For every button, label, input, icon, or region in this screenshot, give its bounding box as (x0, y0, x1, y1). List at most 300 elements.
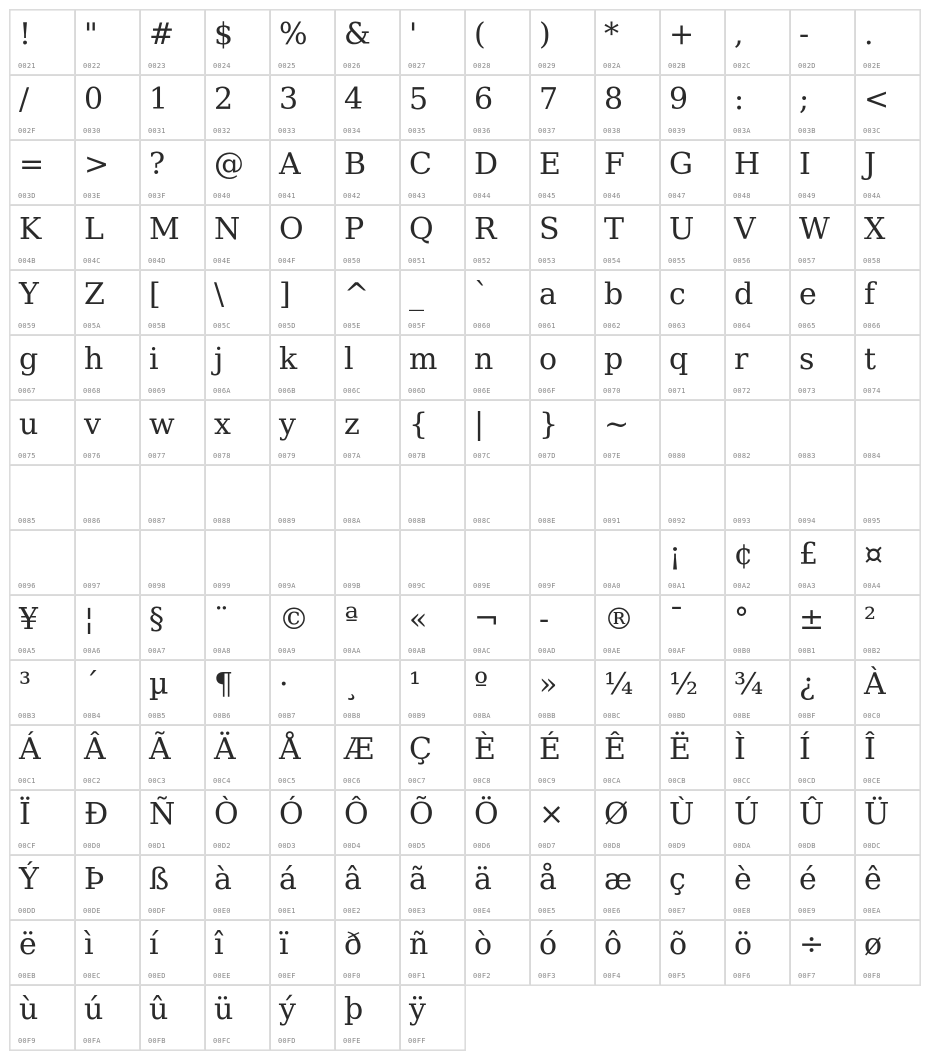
glyph-char: m (409, 342, 438, 377)
glyph-codepoint: 003C (863, 127, 881, 135)
glyph-cell (595, 75, 660, 140)
glyph-char: ¿ (799, 667, 816, 702)
glyph-cell (140, 595, 205, 660)
glyph-cell (140, 75, 205, 140)
glyph-cell (595, 920, 660, 985)
glyph-cell (140, 140, 205, 205)
glyph-char: Q (409, 212, 434, 247)
glyph-codepoint: 00C5 (278, 777, 296, 785)
glyph-char: æ (604, 862, 633, 897)
glyph-cell (140, 920, 205, 985)
glyph-char: å (539, 862, 557, 897)
glyph-codepoint: 00D9 (668, 842, 686, 850)
glyph-cell (660, 335, 725, 400)
glyph-cell (400, 855, 465, 920)
glyph-cell (400, 465, 465, 530)
glyph-codepoint: 0031 (148, 127, 166, 135)
glyph-char: £ (799, 537, 819, 572)
glyph-char: Z (84, 277, 105, 312)
glyph-cell (75, 790, 140, 855)
glyph-codepoint: 0035 (408, 127, 426, 135)
glyph-char: > (84, 147, 110, 182)
glyph-char: Ý (19, 862, 39, 897)
glyph-codepoint: 00B2 (863, 647, 881, 655)
glyph-cell (140, 855, 205, 920)
glyph-codepoint: 0074 (863, 387, 881, 395)
glyph-codepoint: 006B (278, 387, 296, 395)
glyph-cell (660, 400, 725, 465)
glyph-cell (725, 855, 790, 920)
glyph-cell (335, 270, 400, 335)
glyph-cell (595, 595, 660, 660)
glyph-cell (400, 335, 465, 400)
glyph-cell (790, 465, 855, 530)
glyph-codepoint: 00B4 (83, 712, 101, 720)
glyph-char: Ì (734, 732, 746, 767)
glyph-cell (790, 530, 855, 595)
glyph-codepoint: 00B6 (213, 712, 231, 720)
glyph-codepoint: 005A (83, 322, 101, 330)
glyph-codepoint: 00A8 (213, 647, 231, 655)
glyph-char: 0 (84, 82, 104, 117)
glyph-codepoint: 0050 (343, 257, 361, 265)
glyph-codepoint: 00F0 (343, 972, 361, 980)
glyph-codepoint: 0087 (148, 517, 166, 525)
glyph-char: Ê (604, 732, 626, 767)
glyph-char: ] (279, 277, 291, 312)
glyph-char: ? (149, 147, 166, 182)
glyph-cell (10, 465, 75, 530)
glyph-char: ª (344, 602, 359, 637)
glyph-codepoint: 0062 (603, 322, 621, 330)
glyph-cell (270, 530, 335, 595)
glyph-char: ¶ (214, 667, 234, 702)
glyph-char: Ø (604, 797, 629, 832)
glyph-codepoint: 00F3 (538, 972, 556, 980)
glyph-cell (10, 790, 75, 855)
glyph-char: 6 (474, 82, 494, 117)
glyph-codepoint: 00DB (798, 842, 816, 850)
glyph-codepoint: 005E (343, 322, 361, 330)
glyph-cell (400, 660, 465, 725)
glyph-codepoint: 0094 (798, 517, 816, 525)
glyph-codepoint: 00EE (213, 972, 231, 980)
glyph-codepoint: 004B (18, 257, 36, 265)
glyph-codepoint: 00C9 (538, 777, 556, 785)
glyph-char: O (279, 212, 304, 247)
glyph-char: n (474, 342, 494, 377)
glyph-cell (75, 660, 140, 725)
glyph-cell (790, 75, 855, 140)
glyph-cell (205, 270, 270, 335)
glyph-codepoint: 0096 (18, 582, 36, 590)
glyph-codepoint: 0063 (668, 322, 686, 330)
glyph-cell (725, 790, 790, 855)
glyph-char: 4 (344, 82, 364, 117)
glyph-cell (725, 205, 790, 270)
glyph-codepoint: 0088 (213, 517, 231, 525)
glyph-cell (855, 400, 920, 465)
glyph-char: U (669, 212, 695, 247)
glyph-char: ¡ (669, 537, 682, 572)
glyph-char: © (279, 602, 309, 637)
glyph-codepoint: 00F7 (798, 972, 816, 980)
glyph-char: ¦ (84, 602, 95, 637)
glyph-char: ð (344, 927, 363, 962)
glyph-char: a (539, 277, 557, 312)
glyph-char: î (214, 927, 224, 962)
glyph-char: Æ (344, 732, 375, 767)
glyph-char: J (864, 147, 877, 182)
glyph-cell (400, 595, 465, 660)
glyph-codepoint: 0083 (798, 452, 816, 460)
glyph-cell (465, 270, 530, 335)
glyph-char: B (344, 147, 367, 182)
glyph-char: \ (214, 277, 225, 312)
glyph-cell (465, 465, 530, 530)
glyph-cell (270, 75, 335, 140)
glyph-char: Û (799, 797, 825, 832)
glyph-codepoint: 0095 (863, 517, 881, 525)
glyph-codepoint: 005D (278, 322, 296, 330)
glyph-cell (75, 140, 140, 205)
glyph-cell (530, 595, 595, 660)
glyph-codepoint: 00D4 (343, 842, 361, 850)
glyph-cell (75, 530, 140, 595)
glyph-codepoint: 0049 (798, 192, 816, 200)
glyph-cell (790, 920, 855, 985)
glyph-char: 2 (214, 82, 234, 117)
glyph-char: . (864, 17, 874, 52)
glyph-codepoint: 0052 (473, 257, 491, 265)
glyph-char: ¾ (734, 667, 764, 702)
glyph-codepoint: 00A2 (733, 582, 751, 590)
glyph-char: C (409, 147, 432, 182)
glyph-char: 9 (669, 82, 689, 117)
glyph-char: G (669, 147, 693, 182)
glyph-codepoint: 0029 (538, 62, 556, 70)
glyph-cell (400, 10, 465, 75)
glyph-codepoint: 00D5 (408, 842, 426, 850)
glyph-codepoint: 00FB (148, 1037, 166, 1045)
glyph-codepoint: 00FD (278, 1037, 296, 1045)
glyph-char: ç (669, 862, 686, 897)
glyph-codepoint: 0045 (538, 192, 556, 200)
glyph-cell (530, 920, 595, 985)
glyph-char: § (149, 602, 164, 637)
glyph-codepoint: 00BE (733, 712, 751, 720)
glyph-cell (270, 400, 335, 465)
glyph-cell (335, 335, 400, 400)
glyph-cell (10, 725, 75, 790)
glyph-codepoint: 00FE (343, 1037, 361, 1045)
glyph-codepoint: 0089 (278, 517, 296, 525)
glyph-char: ô (604, 927, 623, 962)
glyph-char: ÿ (409, 992, 426, 1027)
glyph-codepoint: 0046 (603, 192, 621, 200)
glyph-char: Y (19, 277, 39, 312)
glyph-char: " (84, 17, 98, 52)
glyph-cell (400, 725, 465, 790)
glyph-cell (790, 205, 855, 270)
glyph-char: « (409, 602, 428, 637)
glyph-char: ¢ (734, 537, 754, 572)
glyph-codepoint: 00A1 (668, 582, 686, 590)
glyph-codepoint: 00AD (538, 647, 556, 655)
glyph-char: l (344, 342, 354, 377)
glyph-codepoint: 005F (408, 322, 426, 330)
glyph-codepoint: 0038 (603, 127, 621, 135)
glyph-char: R (474, 212, 497, 247)
glyph-cell (530, 75, 595, 140)
glyph-cell (205, 920, 270, 985)
glyph-cell (855, 660, 920, 725)
glyph-codepoint: 006D (408, 387, 426, 395)
glyph-char: $ (214, 17, 234, 52)
glyph-cell (660, 920, 725, 985)
glyph-cell (205, 790, 270, 855)
glyph-cell (855, 725, 920, 790)
glyph-codepoint: 00E5 (538, 907, 556, 915)
glyph-cell (530, 10, 595, 75)
glyph-codepoint: 00EB (18, 972, 36, 980)
glyph-char: o (539, 342, 558, 377)
glyph-char: ú (84, 992, 104, 1027)
glyph-cell (595, 400, 660, 465)
glyph-char: T (604, 212, 625, 247)
glyph-cell (790, 595, 855, 660)
glyph-codepoint: 00D1 (148, 842, 166, 850)
glyph-codepoint: 0061 (538, 322, 556, 330)
glyph-codepoint: 0086 (83, 517, 101, 525)
glyph-codepoint: 0099 (213, 582, 231, 590)
glyph-cell (140, 10, 205, 75)
glyph-char: º (474, 667, 489, 702)
glyph-codepoint: 00BB (538, 712, 556, 720)
glyph-codepoint: 0048 (733, 192, 751, 200)
glyph-codepoint: 00E2 (343, 907, 361, 915)
glyph-char: : (734, 82, 745, 117)
glyph-codepoint: 0027 (408, 62, 426, 70)
glyph-codepoint: 00DC (863, 842, 881, 850)
glyph-codepoint: 007C (473, 452, 491, 460)
glyph-cell (140, 205, 205, 270)
glyph-char: Ï (19, 797, 31, 832)
glyph-cell (660, 75, 725, 140)
glyph-cell (335, 140, 400, 205)
glyph-char: 1 (149, 82, 169, 117)
glyph-char: V (734, 212, 756, 247)
glyph-codepoint: 0056 (733, 257, 751, 265)
glyph-cell (790, 790, 855, 855)
glyph-char: ã (409, 862, 427, 897)
glyph-cell (270, 10, 335, 75)
glyph-cell (140, 660, 205, 725)
glyph-cell (660, 270, 725, 335)
glyph-cell (75, 985, 140, 1050)
glyph-cell (595, 335, 660, 400)
glyph-codepoint: 002E (863, 62, 881, 70)
glyph-char: H (734, 147, 761, 182)
glyph-char: Õ (409, 797, 434, 832)
glyph-cell (465, 790, 530, 855)
glyph-codepoint: 00E4 (473, 907, 491, 915)
glyph-char: W (799, 212, 830, 247)
glyph-codepoint: 0098 (148, 582, 166, 590)
glyph-char: j (214, 342, 224, 377)
glyph-char: ^ (344, 277, 370, 312)
glyph-cell (75, 205, 140, 270)
glyph-cell (660, 790, 725, 855)
glyph-char: Ä (214, 732, 236, 767)
glyph-codepoint: 0066 (863, 322, 881, 330)
glyph-char: < (864, 82, 890, 117)
glyph-cell (10, 660, 75, 725)
glyph-codepoint: 00D2 (213, 842, 231, 850)
glyph-char: Ã (149, 732, 171, 767)
glyph-char: 7 (539, 82, 559, 117)
glyph-cell (400, 400, 465, 465)
glyph-cell (465, 855, 530, 920)
glyph-cell (725, 595, 790, 660)
glyph-cell (10, 10, 75, 75)
glyph-codepoint: 0064 (733, 322, 751, 330)
glyph-cell (725, 270, 790, 335)
glyph-cell (205, 985, 270, 1050)
glyph-codepoint: 00A5 (18, 647, 36, 655)
glyph-char: % (279, 17, 308, 52)
glyph-char: N (214, 212, 241, 247)
glyph-codepoint: 0072 (733, 387, 751, 395)
glyph-cell (530, 335, 595, 400)
glyph-codepoint: 0067 (18, 387, 36, 395)
glyph-cell (400, 75, 465, 140)
glyph-codepoint: 00D6 (473, 842, 491, 850)
glyph-codepoint: 0054 (603, 257, 621, 265)
glyph-cell (465, 595, 530, 660)
glyph-cell (465, 335, 530, 400)
glyph-char: M (149, 212, 180, 247)
glyph-cell (595, 465, 660, 530)
glyph-cell (205, 335, 270, 400)
glyph-char: h (84, 342, 104, 377)
glyph-cell (790, 335, 855, 400)
glyph-cell (10, 985, 75, 1050)
glyph-char: / (19, 82, 30, 117)
glyph-char: û (149, 992, 169, 1027)
glyph-cell (10, 595, 75, 660)
glyph-codepoint: 00FF (408, 1037, 426, 1045)
glyph-codepoint: 0093 (733, 517, 751, 525)
glyph-codepoint: 009F (538, 582, 556, 590)
glyph-cell (660, 465, 725, 530)
glyph-cell (530, 660, 595, 725)
glyph-cell (140, 725, 205, 790)
glyph-char: ³ (19, 667, 32, 702)
glyph-codepoint: 00AF (668, 647, 686, 655)
glyph-char: ~ (604, 407, 630, 442)
glyph-cell (660, 725, 725, 790)
glyph-cell (335, 725, 400, 790)
glyph-codepoint: 0033 (278, 127, 296, 135)
glyph-codepoint: 00B9 (408, 712, 426, 720)
glyph-cell (400, 205, 465, 270)
glyph-char: ² (864, 602, 877, 637)
glyph-codepoint: 00C0 (863, 712, 881, 720)
glyph-cell (335, 75, 400, 140)
glyph-cell (75, 75, 140, 140)
glyph-char: é (799, 862, 817, 897)
glyph-char: q (669, 342, 689, 377)
glyph-char: à (214, 862, 232, 897)
glyph-codepoint: 0084 (863, 452, 881, 460)
glyph-char: À (864, 667, 886, 702)
glyph-cell (530, 530, 595, 595)
glyph-codepoint: 0026 (343, 62, 361, 70)
glyph-char: P (344, 212, 365, 247)
glyph-codepoint: 00CC (733, 777, 751, 785)
glyph-codepoint: 0069 (148, 387, 166, 395)
glyph-char: ) (539, 17, 551, 52)
glyph-codepoint: 004E (213, 257, 231, 265)
glyph-codepoint: 009C (408, 582, 426, 590)
glyph-cell (725, 725, 790, 790)
glyph-cell (855, 10, 920, 75)
glyph-char: Ñ (149, 797, 176, 832)
glyph-cell (595, 790, 660, 855)
glyph-cell (855, 920, 920, 985)
glyph-codepoint: 0092 (668, 517, 686, 525)
glyph-codepoint: 00C1 (18, 777, 36, 785)
glyph-cell (335, 790, 400, 855)
glyph-codepoint: 00CF (18, 842, 36, 850)
glyph-codepoint: 0047 (668, 192, 686, 200)
glyph-codepoint: 00E1 (278, 907, 296, 915)
glyph-char: È (474, 732, 496, 767)
glyph-cell (10, 205, 75, 270)
glyph-char: ¥ (19, 602, 39, 637)
glyph-char: ® (604, 602, 634, 637)
glyph-char: , (734, 17, 744, 52)
glyph-codepoint: 007D (538, 452, 556, 460)
glyph-codepoint: 00D0 (83, 842, 101, 850)
glyph-codepoint: 00E9 (798, 907, 816, 915)
glyph-char: # (149, 17, 175, 52)
glyph-codepoint: 004A (863, 192, 881, 200)
glyph-codepoint: 00F4 (603, 972, 621, 980)
glyph-char: ñ (409, 927, 429, 962)
glyph-char: L (84, 212, 104, 247)
glyph-cell (205, 400, 270, 465)
glyph-char: + (669, 17, 695, 52)
glyph-cell (595, 660, 660, 725)
glyph-cell (270, 985, 335, 1050)
glyph-char: ÷ (799, 927, 825, 962)
glyph-codepoint: 0044 (473, 192, 491, 200)
glyph-codepoint: 009B (343, 582, 361, 590)
glyph-char: K (19, 212, 42, 247)
glyph-cell (205, 140, 270, 205)
glyph-cell (790, 270, 855, 335)
glyph-codepoint: 00CB (668, 777, 686, 785)
glyph-codepoint: 0077 (148, 452, 166, 460)
glyph-char: ; (799, 82, 810, 117)
glyph-char: 5 (409, 82, 429, 117)
glyph-codepoint: 0023 (148, 62, 166, 70)
glyph-cell (75, 920, 140, 985)
glyph-cell (205, 75, 270, 140)
glyph-codepoint: 0068 (83, 387, 101, 395)
